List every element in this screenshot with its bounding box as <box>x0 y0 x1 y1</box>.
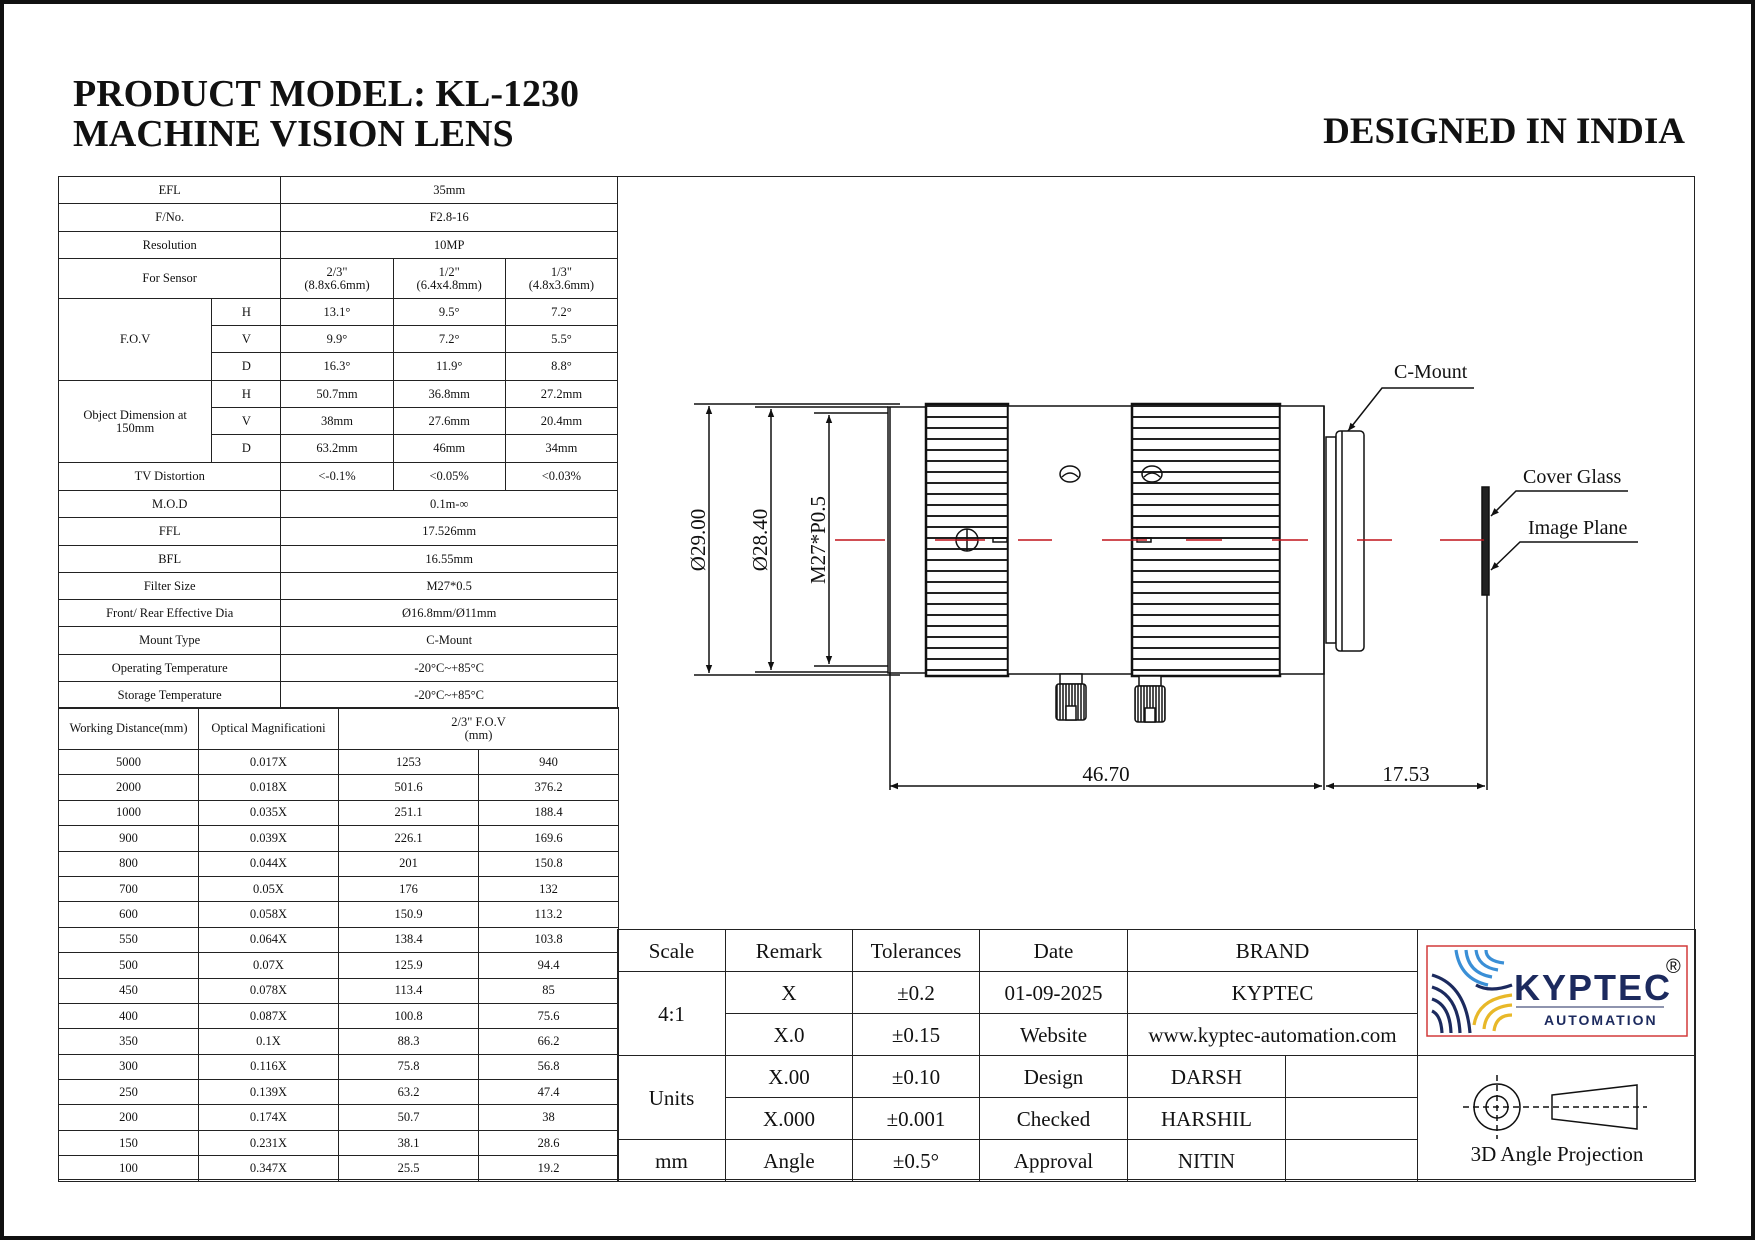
brand-value: KYPTEC <box>1128 972 1418 1014</box>
spec-row-fov-v: V 9.9° 7.2° 5.5° <box>59 326 618 353</box>
units-value: mm <box>618 1140 726 1182</box>
wd-table-row: 5000 0.017X 1253 940 <box>59 750 619 775</box>
spec-row-fov-h: F.O.V H 13.1° 9.5° 7.2° <box>59 299 618 326</box>
wd-table-row: 600 0.058X 150.9 113.2 <box>59 902 619 927</box>
scale-value: 4:1 <box>618 972 726 1056</box>
spec-row-st-temp: Storage Temperature -20°C~+85°C <box>59 682 618 709</box>
website-link[interactable]: www.kyptec-automation.com <box>1128 1014 1418 1056</box>
dim-flange: 17.53 <box>1382 762 1430 786</box>
spec-row-mount: Mount Type C-Mount <box>59 627 618 655</box>
dim-outer-diameter: Ø29.00 <box>686 508 710 572</box>
wd-table-row: 450 0.078X 113.4 85 <box>59 978 619 1003</box>
spec-row-efl: EFL 35mm <box>59 177 618 204</box>
spec-row-tv: TV Distortion <-0.1% <0.05% <0.03% <box>59 463 618 491</box>
third-angle-projection-icon <box>1457 1067 1657 1167</box>
dim-thread: M27*P0.5 <box>806 495 830 585</box>
spec-table <box>58 176 618 709</box>
wd-table-row: 500 0.07X 125.9 94.4 <box>59 953 619 978</box>
spec-row-mod: M.O.D 0.1m-∞ <box>59 491 618 518</box>
spec-row-bfl: BFL 16.55mm <box>59 546 618 573</box>
units-label: Units <box>618 1056 726 1140</box>
spec-row-obj-d: D 63.2mm 46mm 34mm <box>59 435 618 463</box>
lens-drawing <box>618 177 1694 929</box>
callout-image-plane: Image Plane <box>1528 517 1628 539</box>
working-distance-table <box>58 707 619 1182</box>
spec-row-ffl: FFL 17.526mm <box>59 518 618 546</box>
title-model: PRODUCT MODEL: KL-1230 <box>73 73 579 115</box>
spec-row-filter: Filter Size M27*0.5 <box>59 573 618 600</box>
date-value: 01-09-2025 <box>980 972 1128 1014</box>
title-block: Scale Remark Tolerances Date BRAND KYPTEC AUTOMATION ® 4:1 X ±0.2 01-09-2025 KYPTEC X.0 ±0.15 Website www.kyptec-automation.com Units X.00 ±0.10 Design DARSH 3D Angle Projection X.000 ±0.001 Checked HARSHIL mm Angle ±0.5° Approval NITIN <box>617 929 1696 1182</box>
spec-row-obj-v: V 38mm 27.6mm 20.4mm <box>59 408 618 435</box>
scale-label: Scale <box>618 930 726 972</box>
spec-row-dia: Front/ Rear Effective Dia Ø16.8mm/Ø11mm <box>59 600 618 627</box>
svg-text:®: ® <box>1665 955 1681 978</box>
wd-table-row: 550 0.064X 138.4 103.8 <box>59 927 619 952</box>
spec-row-obj-h: Object Dimension at 150mm H 50.7mm 36.8mm 27.2mm <box>59 381 618 408</box>
wd-table-row: 250 0.139X 63.2 47.4 <box>59 1080 619 1105</box>
spec-row-resolution: Resolution 10MP <box>59 232 618 259</box>
wd-table-row: 150 0.231X 38.1 28.6 <box>59 1130 619 1155</box>
wd-table-row: 900 0.039X 226.1 169.6 <box>59 826 619 851</box>
callout-cover-glass: Cover Glass <box>1523 466 1622 488</box>
wd-table-row: 1000 0.035X 251.1 188.4 <box>59 800 619 825</box>
wd-table-row: 700 0.05X 176 132 <box>59 876 619 901</box>
wd-header-row: Working Distance(mm) Optical Magnificationi 2/3" F.O.V (mm) <box>59 708 619 750</box>
approver-name: NITIN <box>1128 1140 1286 1182</box>
wd-table-row: 100 0.347X 25.5 19.2 <box>59 1156 619 1181</box>
svg-text:KYPTEC: KYPTEC <box>1513 966 1672 1008</box>
wd-table-row: 400 0.087X 100.8 75.6 <box>59 1003 619 1028</box>
kyptec-logo <box>1426 945 1688 1037</box>
wd-table-row: 300 0.116X 75.8 56.8 <box>59 1054 619 1079</box>
callout-c-mount: C-Mount <box>1394 361 1468 383</box>
checker-name: HARSHIL <box>1128 1098 1286 1140</box>
spec-row-fov-d: D 16.3° 11.9° 8.8° <box>59 353 618 381</box>
title-product: MACHINE VISION LENS <box>73 113 514 155</box>
designer-name: DARSH <box>1128 1056 1286 1098</box>
wd-table-row: 350 0.1X 88.3 66.2 <box>59 1029 619 1054</box>
spec-row-op-temp: Operating Temperature -20°C~+85°C <box>59 655 618 682</box>
kyptec-logo-cell <box>1418 930 1696 1056</box>
dim-inner-diameter: Ø28.40 <box>748 508 772 572</box>
dim-length: 46.70 <box>1082 762 1130 786</box>
spec-row-fno: F/No. F2.8-16 <box>59 204 618 232</box>
spec-row-sensor: For Sensor 2/3" (8.8x6.6mm) 1/2" (6.4x4.8mm) 1/3" (4.8x3.6mm) <box>59 259 618 299</box>
svg-text:AUTOMATION: AUTOMATION <box>1543 1011 1658 1028</box>
wd-table-row: 200 0.174X 50.7 38 <box>59 1105 619 1130</box>
wd-table-row: 2000 0.018X 501.6 376.2 <box>59 775 619 800</box>
wd-table-row: 800 0.044X 201 150.8 <box>59 851 619 876</box>
svg-text:3D Angle Projection: 3D Angle Projection <box>1470 1141 1643 1166</box>
designed-in-india: DESIGNED IN INDIA <box>1323 111 1685 152</box>
projection-cell <box>1418 1056 1696 1182</box>
page-title <box>73 74 579 154</box>
